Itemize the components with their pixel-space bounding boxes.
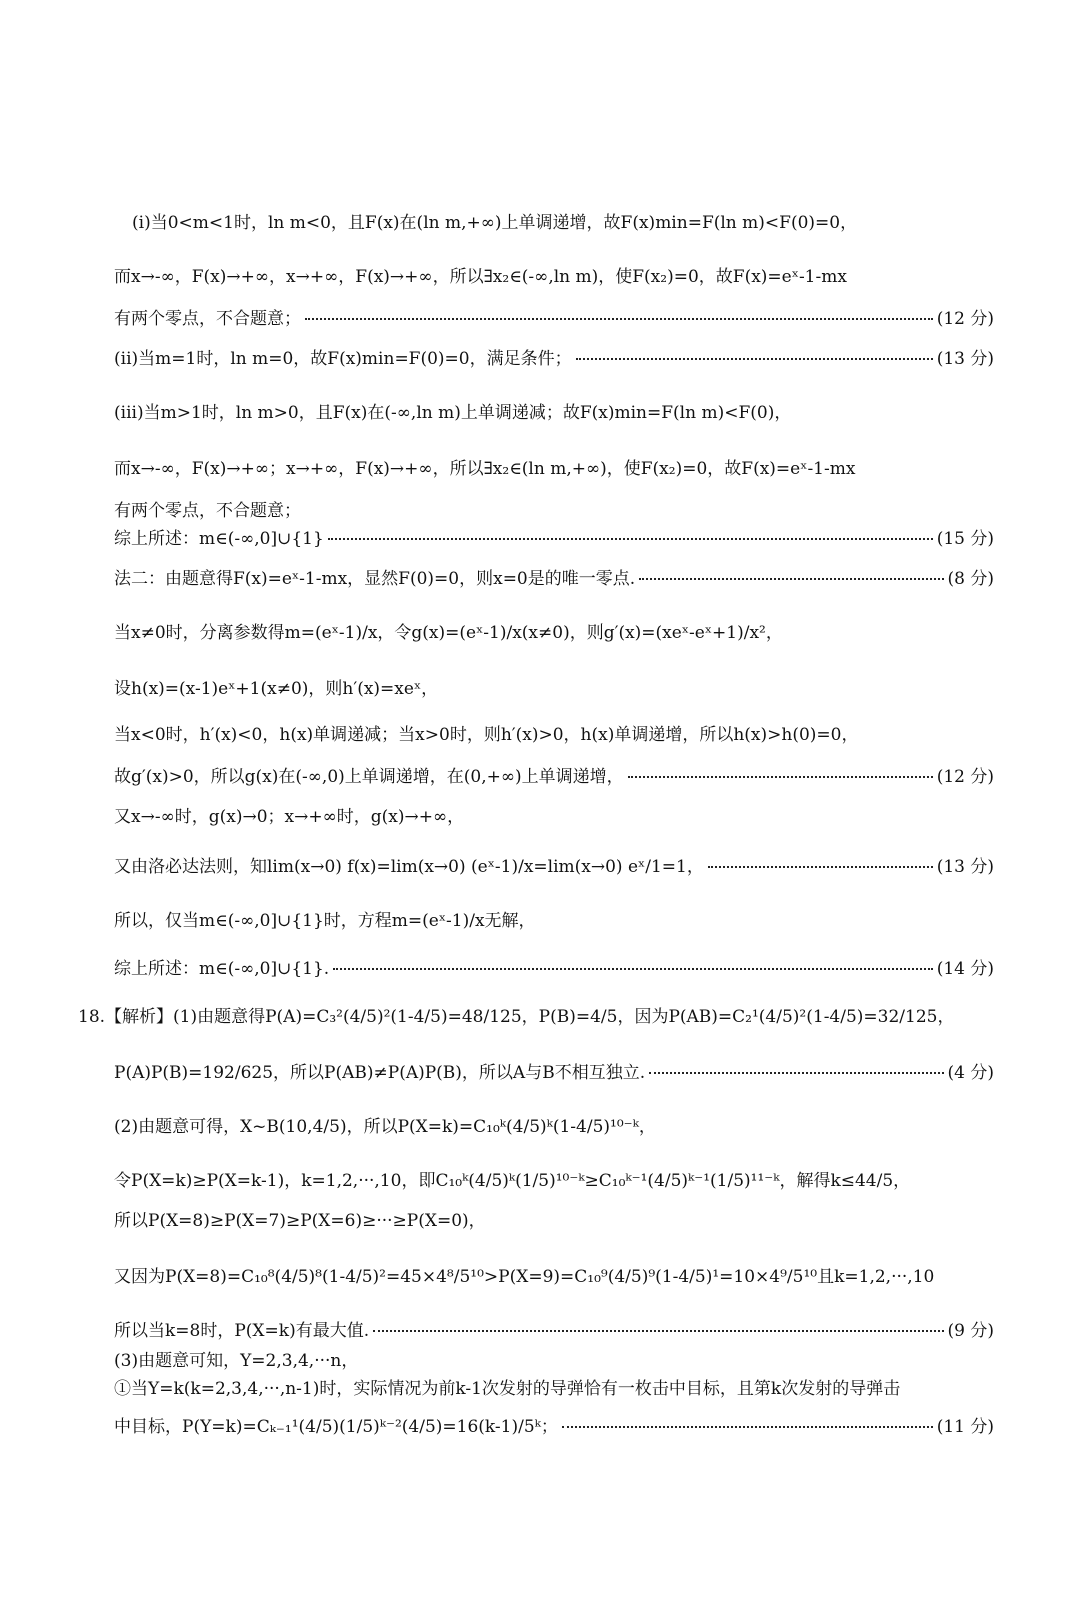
dot-leader [639,578,943,580]
line-q18-part3 [114,1346,994,1371]
line-case-iii-conclusion [114,496,994,521]
line-text: 而x→-∞，F(x)→+∞，x→+∞，F(x)→+∞，所以∃x₂∈(-∞,ln m)，使F(x₂)=0，故F(x)=eˣ-1-mx [114,267,847,287]
dot-leader [305,318,933,320]
line-no-solution [114,906,994,931]
line-q18-part1 [78,1002,994,1027]
line-text: 而x→-∞，F(x)→+∞；x→+∞，F(x)→+∞，所以∃x₂∈(ln m,+∞)，使F(x₂)=0，故F(x)=eˣ-1-mx [114,459,856,479]
dot-leader [328,538,933,540]
line-text: 又x→-∞时，g(x)→0；x→+∞时，g(x)→+∞， [114,807,465,827]
line-text: 所以P(X=8)≥P(X=7)≥P(X=6)≥···≥P(X=0)， [114,1211,486,1231]
line-q18-case1-prob [114,1412,994,1437]
line-text: 综上所述：m∈(-∞,0]∪{1}. [114,959,330,979]
score-mark: (4 分) [947,1063,994,1083]
line-case-iii-limits [114,454,994,479]
line-text: 设h(x)=(x-1)eˣ+1(x≠0)，则h′(x)=xeˣ， [114,679,439,699]
line-q18-chain [114,1206,994,1231]
line-text: (2)由题意可得，X~B(10,4/5)，所以P(X=k)=C₁₀ᵏ(4/5)ᵏ(1-4/5)¹⁰⁻ᵏ， [114,1117,656,1137]
line-text: 综上所述：m∈(-∞,0]∪{1} [114,529,324,549]
line-text: (i)当0<m<1时，ln m<0，且F(x)在(ln m,+∞)上单调递增，故F(x)min=F(ln m)<F(0)=0， [132,213,858,233]
score-mark: (14 分) [936,959,994,979]
line-q18-compare [114,1262,994,1287]
line-g-monotonic [114,762,994,787]
dot-leader [628,776,933,778]
line-h-monotonic [114,720,994,745]
line-text: 18.【解析】(1)由题意得P(A)=C₃²(4/5)²(1-4/5)=48/125，P(B)=4/5，因为P(AB)=C₂¹(4/5)²(1-4/5)=32/125， [78,1007,955,1027]
line-g-limits [114,802,994,827]
line-text: 故g′(x)>0，所以g(x)在(-∞,0)上单调递增，在(0,+∞)上单调递增， [114,767,624,787]
dot-leader [333,968,932,970]
score-mark: (9 分) [947,1321,994,1341]
line-text: 有两个零点，不合题意； [114,501,301,521]
score-mark: (12 分) [936,309,994,329]
line-text: 当x≠0时，分离参数得m=(eˣ-1)/x，令g(x)=(eˣ-1)/x(x≠0)，则g′(x)=(xeˣ-eˣ+1)/x²， [114,623,783,643]
line-text: 令P(X=k)≥P(X=k-1)，k=1,2,···,10，即C₁₀ᵏ(4/5)ᵏ(1/5)¹⁰⁻ᵏ≥C₁₀ᵏ⁻¹(4/5)ᵏ⁻¹(1/5)¹¹⁻ᵏ，解得k≤44/5， [114,1171,911,1191]
line-q18-inequality [114,1166,994,1191]
score-mark: (11 分) [936,1417,994,1437]
line-text: 所以当k=8时，P(X=k)有最大值. [114,1321,370,1341]
score-mark: (8 分) [947,569,994,589]
score-mark: (13 分) [936,857,994,877]
line-define-h [114,674,994,699]
line-text: 又因为P(X=8)=C₁₀⁸(4/5)⁸(1-4/5)²=45×4⁸/5¹⁰>P(X=9)=C₁₀⁹(4/5)⁹(1-4/5)¹=10×4⁹/5¹⁰且k=1,2,···,10 [114,1267,935,1287]
line-text: ①当Y=k(k=2,3,4,···,n-1)时，实际情况为前k-1次发射的导弹恰有一枚击中目标，且第k次发射的导弹击 [114,1379,901,1399]
score-mark: (13 分) [936,349,994,369]
line-case-i [132,208,994,233]
line-text: 当x<0时，h′(x)<0，h(x)单调递减；当x>0时，则h′(x)>0，h(x)单调递增，所以h(x)>h(0)=0， [114,725,859,745]
line-lhopital [114,852,994,877]
line-summary-1 [114,524,994,549]
line-case-i-limits [114,262,994,287]
line-case-ii [114,344,994,369]
score-mark: (15 分) [936,529,994,549]
line-text: 所以，仅当m∈(-∞,0]∪{1}时，方程m=(eˣ-1)/x无解， [114,911,536,931]
score-mark: (12 分) [936,767,994,787]
line-separate-parameter [114,618,994,643]
dot-leader [562,1426,933,1428]
line-text: (ii)当m=1时，ln m=0，故F(x)min=F(0)=0，满足条件； [114,349,572,369]
line-text: (iii)当m>1时，ln m>0，且F(x)在(-∞,ln m)上单调递减；故F(x)min=F(ln m)<F(0)， [114,403,792,423]
dot-leader [373,1330,943,1332]
line-q18-maximum [114,1316,994,1341]
line-case-iii [114,398,994,423]
dot-leader [576,358,933,360]
dot-leader [649,1072,943,1074]
line-text: 法二：由题意得F(x)=eˣ-1-mx，显然F(0)=0，则x=0是的唯一零点. [114,569,636,589]
dot-leader [708,866,933,868]
line-text: P(A)P(B)=192/625，所以P(AB)≠P(A)P(B)，所以A与B不相互独立. [114,1063,646,1083]
line-q18-independence [114,1058,994,1083]
line-q18-case1 [114,1374,994,1399]
line-text: 中目标，P(Y=k)=Cₖ₋₁¹(4/5)(1/5)ᵏ⁻²(4/5)=16(k-1)/5ᵏ； [114,1417,558,1437]
line-text: 又由洛必达法则，知lim(x→0) f(x)=lim(x→0) (eˣ-1)/x=lim(x→0) eˣ/1=1， [114,857,704,877]
line-q18-part2 [114,1112,994,1137]
line-text: (3)由题意可知，Y=2,3,4,···n， [114,1351,359,1371]
line-method-two [114,564,994,589]
line-text: 有两个零点，不合题意； [114,309,301,329]
line-case-i-conclusion [114,304,994,329]
line-summary-2 [114,954,994,979]
